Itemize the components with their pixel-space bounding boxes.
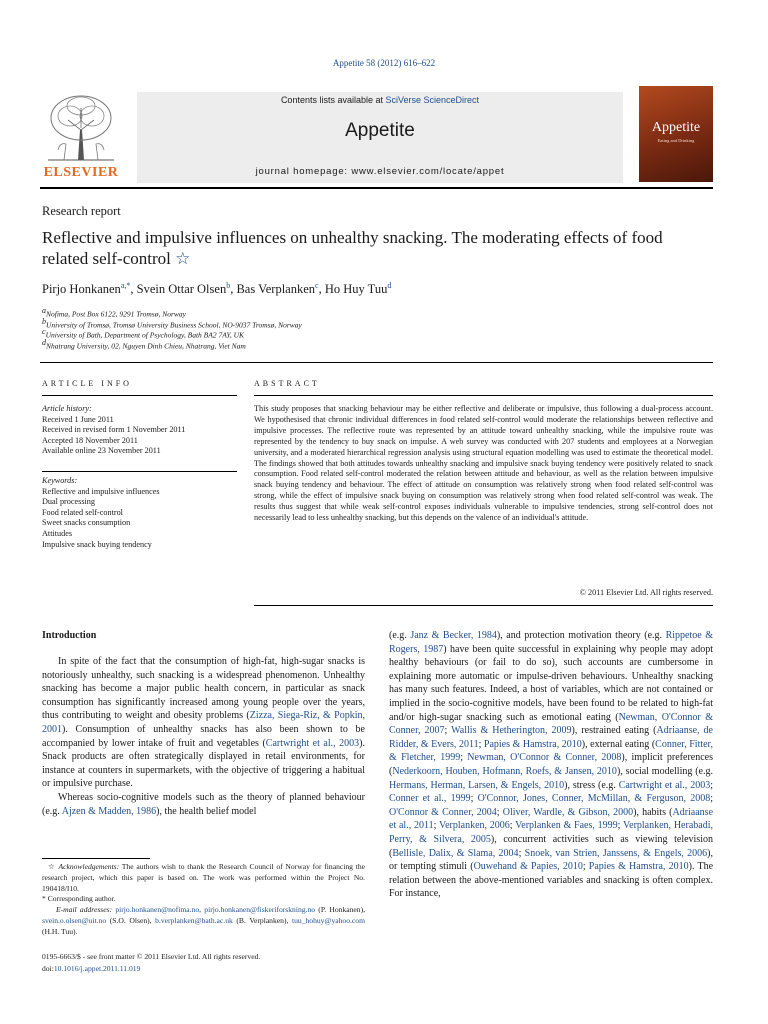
citation-link[interactable]: Papies & Hamstra, 2010 [588, 861, 689, 873]
abstract-end-rule [254, 605, 713, 606]
affiliation-key: a [42, 306, 46, 315]
text-run: , [199, 905, 205, 915]
text-run: ), restrained eating ( [571, 725, 657, 737]
citation-link[interactable]: Adriaanse, de Ridder, & Evers, 2011 [389, 725, 713, 750]
article-info-rule [42, 395, 237, 396]
doi-link[interactable]: 10.1016/j.appet.2011.11.019 [53, 964, 141, 973]
keyword-item: Reflective and impulsive influences [42, 486, 160, 496]
citation-link[interactable]: Verplanken, 2006 [438, 820, 510, 832]
author-affiliation-marker[interactable]: c [315, 281, 319, 290]
body-paragraph [42, 655, 365, 791]
citation-link[interactable]: O'Connor, Jones, Conner, McMillan, & Ferguson, 2008 [477, 793, 711, 805]
keyword-item: Impulsive snack buying tendency [42, 539, 152, 549]
text-run: ), or tempting stimuli ( [389, 847, 714, 873]
text-run: * Corresponding author. [42, 894, 116, 904]
body-paragraph [389, 629, 713, 901]
text-run: ), stress (e.g. [564, 779, 619, 791]
citation-link[interactable]: svein.o.olsen@uit.no [42, 915, 107, 925]
contents-prefix: Contents lists available at [280, 95, 386, 105]
text-run: ). Consumption of unhealthy snacks has also been shown to be accompanied by lower intake of fruit and vegetables ( [42, 723, 365, 749]
text-run: ; [496, 806, 503, 818]
body-left-column [42, 655, 365, 818]
abstract-rule [254, 395, 713, 396]
citation-link[interactable]: Nederkoorn, Houben, Hofmann, Roefs, & Jansen, 2010 [392, 765, 617, 777]
sciencedirect-link[interactable]: SciVerse ScienceDirect [385, 95, 480, 105]
text-run: (P. Honkanen), [315, 905, 366, 915]
text-run: ), external eating ( [581, 738, 656, 750]
citation-link[interactable]: pirjo.honkanen@nofima.no [115, 905, 200, 915]
doi-line [42, 963, 260, 975]
text-run: ), the health belief model [156, 805, 257, 817]
history-entry: Available online 23 November 2011 [42, 446, 161, 456]
citation-link[interactable]: Adriaanse et al., 2011 [389, 806, 714, 832]
text-run: ; [444, 725, 452, 737]
header-divider [40, 187, 713, 189]
author-name: Pirjo Honkanen [42, 282, 121, 297]
citation-link[interactable]: Verplanken, Herabadi, Perry, & Silvera, 2005 [389, 820, 713, 845]
text-run: ). The relation between the above-mentioned variables and snacking is often complex. For instance, [389, 861, 714, 900]
author-affiliation-marker[interactable]: a,* [120, 281, 131, 290]
front-matter [42, 951, 260, 975]
keyword-item: Dual processing [42, 497, 95, 507]
citation-link[interactable]: Newman, O'Connor & Conner, 2008 [467, 752, 622, 764]
footnote-entry [42, 862, 365, 894]
article-info-heading: ARTICLE INFO [42, 379, 132, 388]
citation-link[interactable]: Wallis & Hetherington, 2009 [451, 725, 572, 737]
text-run: ), implicit preferences ( [389, 752, 713, 777]
text-run: ☆ [48, 862, 59, 871]
citation-link[interactable]: Zizza, Siega-Riz, & Popkin, 2001 [42, 710, 365, 735]
text-run: (H.H. Tuu). [42, 926, 78, 936]
affiliation-key: b [42, 316, 46, 326]
footnote-label: E-mail addresses: [56, 905, 113, 915]
abstract-heading: ABSTRACT [254, 379, 320, 388]
citation-link[interactable]: Cartwright et al., 2003 [265, 737, 360, 749]
text-run: Whereas socio-cognitive models such as the theory of planned behaviour (e.g. [42, 791, 365, 817]
footnote-entry [42, 894, 365, 905]
author-list: Pirjo Honkanen$^{a,*}$, Svein Ottar Olsen$^b$, Bas Verplanken$^c$, Ho Huy Tuu$^d$ [42, 281, 392, 297]
footnote-entry [42, 905, 365, 937]
text-run: ; [518, 847, 525, 859]
article-type: Research report [42, 204, 121, 218]
citation-link[interactable]: Newman, O'Connor & Conner, 2007 [389, 711, 713, 737]
text-run: ; [470, 793, 478, 805]
affiliation-text: University of Bath, Department of Psychology, Bath BA2 7AY, UK [45, 330, 245, 340]
text-run: (S.O. Olsen), [106, 915, 156, 925]
abstract-copyright: © 2011 Elsevier Ltd. All rights reserved. [579, 588, 713, 597]
citation-link[interactable]: b.verplanken@bath.ac.uk [155, 915, 233, 925]
contents-availability [137, 95, 623, 105]
text-run: ; [710, 779, 713, 791]
body-paragraph [42, 791, 365, 818]
keyword-item: Attitudes [42, 529, 73, 538]
homepage-url-link[interactable]: www.elsevier.com/locate/appet [351, 166, 505, 177]
cover-subtitle: Eating and Drinking [657, 138, 695, 143]
author-name: Svein Ottar Olsen [136, 282, 227, 297]
front-matter-line: 0195-6663/$ - see front matter © 2011 Elsevier Ltd. All rights reserved. [42, 952, 261, 961]
citation-link[interactable]: Hermans, Herman, Larsen, & Engels, 2010 [389, 779, 565, 791]
citation-link[interactable]: Snoek, van Strien, Janssens, & Engels, 2006 [524, 847, 708, 859]
citation-link[interactable]: Janz & Becker, 1984 [410, 630, 497, 641]
cover-title: Appetite [651, 120, 701, 135]
text-run: ), social modelling (e.g. [616, 765, 713, 777]
affiliation-key: c [42, 327, 46, 337]
citation-link[interactable]: Papies & Hamstra, 2010 [483, 738, 582, 750]
article-title-text: Reflective and impulsive influences on unhealthy snacking. The moderating effects of food related self-control [42, 228, 663, 268]
affiliation-text: Nhatrang University, 02, Nguyen Dinh Chieu, Nhatrang, Viet Nam [46, 341, 246, 351]
citation-link[interactable]: O'Connor & Conner, 2004 [389, 806, 497, 818]
footnote-rule [42, 858, 150, 859]
citation-link[interactable]: Bellisle, Dalix, & Slama, 2004 [392, 847, 519, 859]
journal-title: Appetite [345, 120, 415, 141]
affiliation-line [42, 338, 246, 351]
introduction-heading: Introduction [42, 630, 97, 641]
text-run: ; [478, 738, 484, 750]
text-run: ; [582, 861, 589, 873]
footnote-label: Acknowledgements: [58, 862, 120, 871]
text-run: (B. Verplanken), [232, 915, 292, 925]
text-run: The authors wish to thank the Research Council of Norway for financing the research project, which this paper is based on. The work was performed within the Project No. 190418/I10. [42, 862, 365, 893]
citation-link[interactable]: Oliver, Wardle, & Gibson, 2000 [502, 806, 634, 818]
keyword-item: Sweet snacks consumption [42, 518, 131, 528]
history-entry: Received 1 June 2011 [42, 414, 114, 424]
text-run: ; [617, 820, 624, 832]
citation-link[interactable]: Ajzen & Madden, 1986 [61, 805, 157, 817]
text-run: ), concurrent activities such as viewing television ( [389, 833, 713, 859]
title-footnote-star-icon[interactable]: ☆ [175, 249, 191, 268]
affiliation-key: d [42, 337, 46, 347]
text-run: ), habits ( [633, 806, 673, 818]
affiliation-text: Nofima, Post Box 6122, 9291 Tromsø, Norway [46, 309, 186, 319]
body-right-column [389, 629, 713, 901]
text-run: ). Snack products are often strategically displayed in retail environments, for instance at counters in supermarkets, with the objective of triggering a habitual or impulsive purchase. [42, 737, 365, 790]
keywords-label: Keywords: [42, 476, 78, 485]
author-affiliation-marker[interactable]: d [387, 281, 392, 290]
keywords-rule [42, 471, 237, 472]
citation-link[interactable]: Ouwehand & Papies, 2010 [473, 861, 583, 873]
history-entry: Received in revised form 1 November 2011 [42, 425, 186, 435]
footnotes [42, 862, 365, 938]
homepage-prefix: journal homepage: [255, 166, 352, 177]
text-run: ; [460, 752, 468, 764]
text-run: ), and protection motivation theory (e.g. [496, 630, 666, 641]
journal-reference-link[interactable]: Appetite 58 (2012) 616–622 [332, 58, 436, 68]
citation-link[interactable]: Cartwright et al., 2003 [618, 779, 711, 791]
history-label: Article history: [42, 404, 92, 413]
keyword-item: Food related self-control [42, 507, 123, 517]
affiliation-text: University of Tromsø, Tromsø University Business School, NO-9037 Tromsø, Norway [46, 320, 302, 330]
text-run: ) have been quite successful in explaining why people may adopt healthy behaviours (or fail to do so), such accounts are cumbersome in explaining more automatic or impulse-driven behaviours. Unhealthy snacking has many such features. Indeed, a host of variables, which are not contained or implied in the socio-cognitive models, have been found to be related to high-fat and/or high-sugar snacking such as emotional eating ( [389, 643, 713, 723]
text-run: ; [433, 820, 439, 832]
history-entry: Accepted 18 November 2011 [42, 435, 138, 445]
abstract-text: This study proposes that snacking behaviour may be either reflective and deliberate or impulsive, thus following a dual-process account. We hypothesised that chronic individual differences in food related self-control would moderate the relationships between reflective and impulsive processes. The reflective route was represented by an attitude toward unhealthy snacking, while the impulsive route was represented by the tendency to buy snack on impulse. A web survey was conducted with 207 students and employees at a Norwegian university, and a moderated hierarchical regression analysis using structural equation modelling was used to estimate the theoretical model. The findings showed that both attitudes towards unhealthy snacking and impulsive snack buying tendency were positively related to snack consumption. Food related self-control moderated the relation between attitude and behaviour, as well as the relation between impulsive snack buying tendency and behaviour. The effect of attitude on consumption was relatively strong when food related self-control was strong, while the effect of impulsive snack buying on consumption was relatively strong when food related self-control was weak. The results thus suggest that while weak self-control exposes individuals vulnerable to impulsive tendencies, strong self-control does not necessarily lead to less unhealthy snacking, but this depends on the valence of an individual's attitude. [254, 404, 713, 523]
citation-link[interactable]: tuu_hohuy@yahoo.com [291, 915, 365, 925]
publisher-name: ELSEVIER [43, 165, 119, 180]
text-run: ; [509, 820, 516, 832]
citation-link[interactable]: Verplanken & Faes, 1999 [515, 820, 618, 832]
citation-link[interactable]: Rippetoe & Rogers, 1987 [389, 630, 713, 655]
text-run: ; [710, 793, 714, 805]
author-affiliation-marker[interactable]: b [226, 281, 231, 290]
author-name: Ho Huy Tuu [324, 282, 388, 297]
article-head-divider [40, 362, 713, 363]
citation-link[interactable]: Conner, Fitter, & Fletcher, 1999 [389, 738, 713, 764]
article-title [42, 227, 682, 269]
text-run: In spite of the fact that the consumption of high-fat, high-sugar snacks is notoriously unhealthy, such snacking is a widespread phenomenon. Unhealthy snacking has become a major public health concern, in particular as snack consumption has significantly increased among young people over the years, thus contributing to weight and obesity problems ( [42, 656, 365, 722]
text-run: (e.g. [389, 630, 411, 641]
author-name: Bas Verplanken [236, 282, 316, 297]
citation-link[interactable]: pirjo.honkanen@fiskeriforskning.no [204, 905, 316, 915]
citation-link[interactable]: Conner et al., 1999 [389, 793, 471, 805]
doi-prefix: doi: [42, 964, 54, 973]
journal-homepage [137, 166, 623, 177]
